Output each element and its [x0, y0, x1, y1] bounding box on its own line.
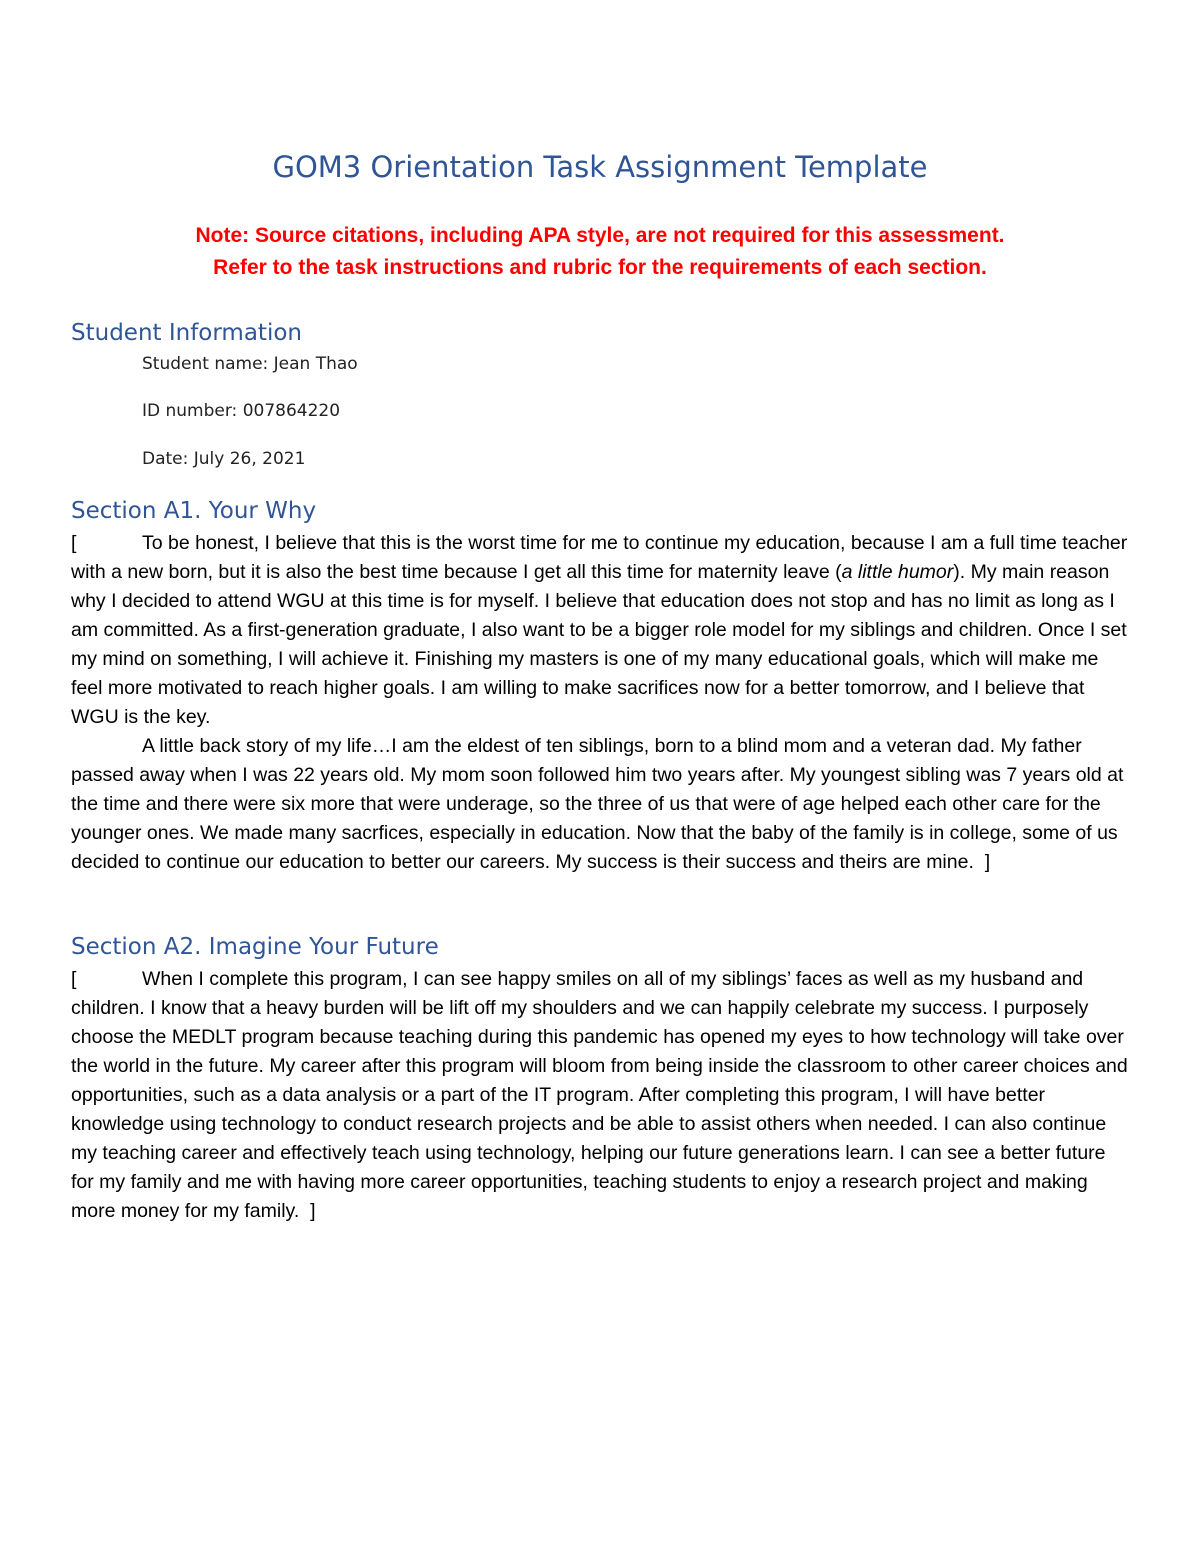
- open-bracket: [: [71, 968, 77, 990]
- student-id: ID number: 007864220: [142, 401, 341, 421]
- paragraph-text: When I complete this program, I can see happy smiles on all of my siblings’ faces as well as my husband and children. I know that a heavy burden will be lift off my shoulders and we can happily celebrate my success. I purposely choose the MEDLT program because teaching during this pandemic has opened my eyes to how technology will take over the world in the future. My career after this program will bloom from being inside the classroom to other career choices and opportunities, such as a data analysis or a part of the IT program. After completing this program, I will have better knowledge using technology to conduct research projects and be able to assist others when needed. I can also continue my teaching career and effectively teach using technology, helping our future generations learn. I can see a better future for my family and me with having more career opportunities, teaching students to enjoy a research project and making more money for my family.: [71, 968, 1128, 1222]
- student-information-heading: Student Information: [71, 320, 302, 346]
- document-title: GOM3 Orientation Task Assignment Template: [272, 150, 928, 184]
- close-bracket: ]: [310, 1200, 316, 1222]
- section-a1-paragraph-1: [71, 529, 1133, 732]
- section-a2-heading: Section A2. Imagine Your Future: [71, 934, 439, 960]
- paragraph-text: To be honest, I believe that this is the worst time for me to continue my education, because I am a full time teacher with a new born, but it is also the best time because I get all this time for maternity leave (: [71, 532, 1128, 583]
- section-a1-paragraph-2: [71, 732, 1133, 877]
- paragraph-text: ). My main reason why I decided to attend WGU at this time is for myself. I believe that education does not stop and has no limit as long as I am committed. As a first-generation graduate, I also want to be a bigger role model for my siblings and children. Once I set my mind on something, I will achieve it. Finishing my masters is one of my many educational goals, which will make me feel more motivated to reach higher goals. I am willing to make sacrifices now for a better tomorrow, and I believe that WGU is the key.: [71, 561, 1127, 728]
- paragraph-text: A little back story of my life…I am the eldest of ten siblings, born to a blind mom and a veteran dad. My father passed away when I was 22 years old. My mom soon followed him two years after. My youngest sibling was 7 years old at the time and there were six more that were underage, so the three of us that were of age helped each other care for the younger ones. We made many sacrfices, especially in education. Now that the baby of the family is in college, some of us decided to continue our education to better our careers. My success is their success and theirs are mine.: [71, 735, 1124, 873]
- close-bracket: ]: [984, 851, 991, 873]
- italic-text: a little humor: [841, 561, 954, 583]
- open-bracket: [: [71, 532, 77, 554]
- student-name: Student name: Jean Thao: [142, 354, 358, 374]
- section-a1-heading: Section A1. Your Why: [71, 498, 317, 524]
- submission-date: Date: July 26, 2021: [142, 449, 306, 469]
- note-line-1: Note: Source citations, including APA style, are not required for this assessment.: [195, 224, 1005, 247]
- note-line-2: Refer to the task instructions and rubric for the requirements of each section.: [213, 256, 987, 279]
- section-a2-paragraph-1: [71, 965, 1133, 1226]
